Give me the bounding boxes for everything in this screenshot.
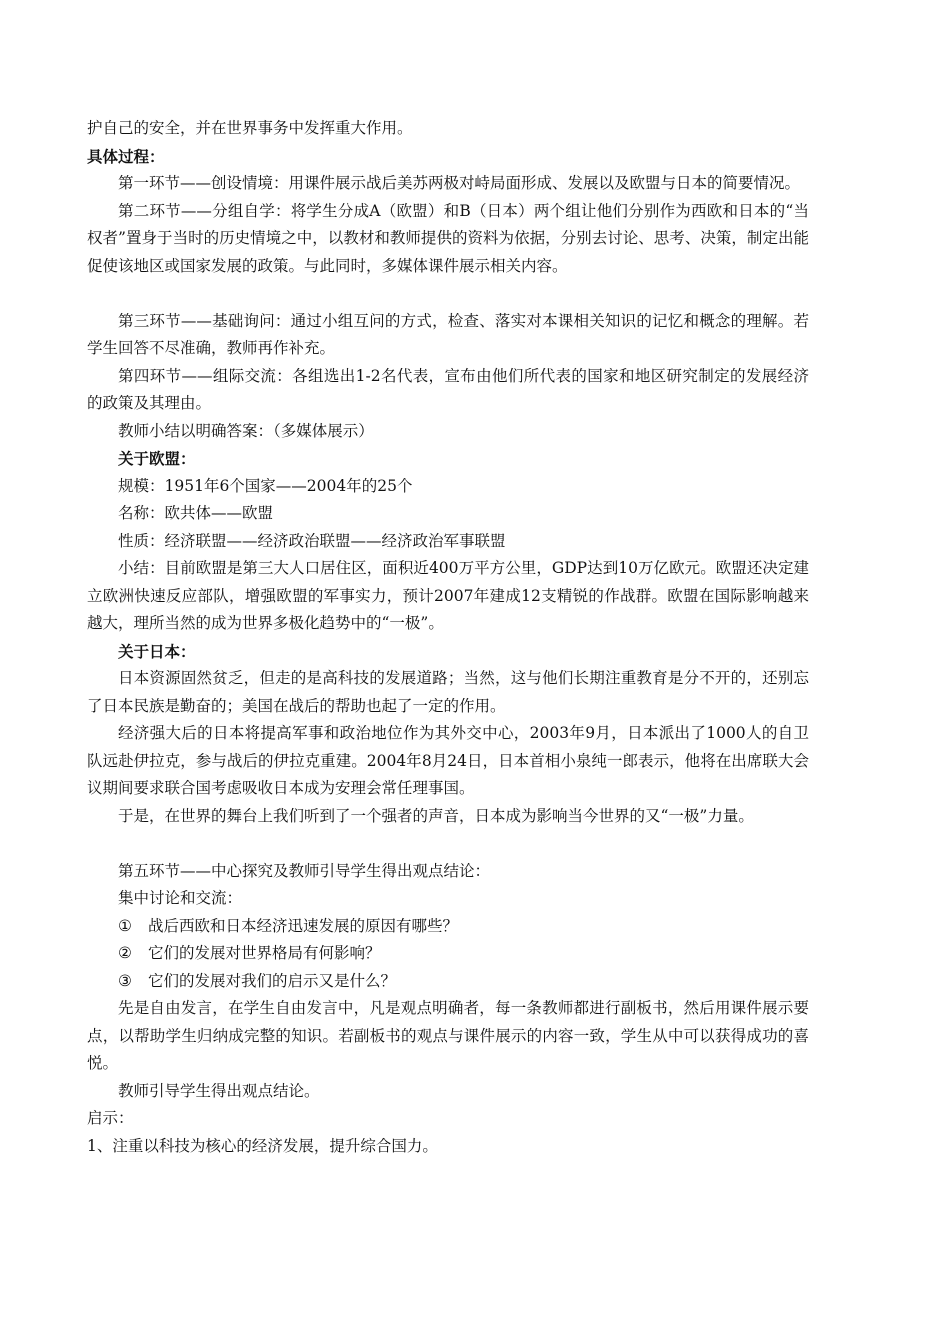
- list-text: 它们的发展对我们的启示又是什么？: [148, 971, 397, 990]
- paragraph-eu-nature: 性质：经济联盟——经济政治联盟——经济政治军事联盟: [118, 531, 506, 550]
- paragraph-eu-scale: 规模：1951年6个国家——2004年的25个: [118, 476, 413, 495]
- document-page: [87, 115, 809, 1160]
- paragraph-step5: 第五环节——中心探究及教师引导学生得出观点结论：: [118, 861, 491, 880]
- paragraph-free-speech: 先是自由发言，在学生自由发言中，凡是观点明确者，每一条教师都进行副板书，然后用课件展示要点，以帮助学生归纳成完整的知识。若副板书的观点与课件展示的内容一致，学生从中可以获得成功的喜悦。: [87, 999, 809, 1072]
- heading-process: 具体过程：: [87, 146, 165, 166]
- heading-eu: 关于欧盟：: [118, 449, 196, 468]
- paragraph-intro-tail: 护自己的安全，并在世界事务中发挥重大作用。: [87, 119, 413, 137]
- heading-japan: 关于日本：: [118, 641, 196, 661]
- paragraph-inspiration-1: 1、注重以科技为核心的经济发展，提升综合国力。: [87, 1136, 438, 1155]
- paragraph-inspiration-heading: 启示：: [87, 1109, 134, 1127]
- list-number: ①: [118, 916, 132, 935]
- list-number: ②: [118, 944, 132, 962]
- blank-line: [87, 830, 809, 858]
- blank-line: [87, 280, 809, 308]
- paragraph-eu-name: 名称：欧共体——欧盟: [118, 504, 274, 522]
- paragraph-japan-2: 经济强大后的日本将提高军事和政治地位作为其外交中心，2003年9月，日本派出了1000人的自卫队远赴伊拉克，参与战后的伊拉克重建。2004年8月24日，日本首相小泉纯一郎表示，他将在出席联大会议期间要求联合国考虑吸收日本成为安理会常任理事国。: [87, 724, 809, 797]
- list-item: [87, 940, 809, 968]
- list-number: ③: [118, 971, 132, 990]
- list-item: [87, 968, 809, 996]
- paragraph-step1: 第一环节——创设情境：用课件展示战后美苏两极对峙局面形成、发展以及欧盟与日本的简要情况。: [118, 174, 801, 192]
- paragraph-summary-intro: 教师小结以明确答案：（多媒体展示）: [118, 421, 374, 440]
- paragraph-guide: 教师引导学生得出观点结论。: [118, 1081, 320, 1100]
- list-text: 它们的发展对世界格局有何影响？: [148, 944, 381, 962]
- list-item: [87, 913, 809, 941]
- paragraph-step2: 第二环节——分组自学：将学生分成A（欧盟）和B（日本）两个组让他们分别作为西欧和日本的“当权者”置身于当时的历史情境之中，以教材和教师提供的资料为依据，分别去讨论、思考、决策，制定出能促使该地区或国家发展的政策。与此同时，多媒体课件展示相关内容。: [87, 201, 809, 275]
- paragraph-japan-1: 日本资源固然贫乏，但走的是高科技的发展道路；当然，这与他们长期注重教育是分不开的，还别忘了日本民族是勤奋的；美国在战后的帮助也起了一定的作用。: [87, 669, 809, 715]
- paragraph-eu-summary: 小结：目前欧盟是第三大人口居住区，面积近400万平方公里，GDP达到10万亿欧元。欧盟还决定建立欧洲快速反应部队，增强欧盟的军事实力，预计2007年建成12支精锐的作战群。欧盟在国际影响越来越大，理所当然的成为世界多极化趋势中的“一极”。: [87, 559, 809, 632]
- paragraph-japan-3: 于是，在世界的舞台上我们听到了一个强者的声音，日本成为影响当今世界的又“一极”力量。: [118, 806, 754, 825]
- paragraph-step3: 第三环节——基础询问：通过小组互问的方式，检查、落实对本课相关知识的记忆和概念的理解。若学生回答不尽准确，教师再作补充。: [87, 311, 809, 357]
- paragraph-step4: 第四环节——组际交流：各组选出1-2名代表，宣布由他们所代表的国家和地区研究制定的发展经济的政策及其理由。: [87, 366, 809, 412]
- list-text: 战后西欧和日本经济迅速发展的原因有哪些？: [148, 916, 459, 935]
- paragraph-discussion: 集中讨论和交流：: [118, 889, 243, 907]
